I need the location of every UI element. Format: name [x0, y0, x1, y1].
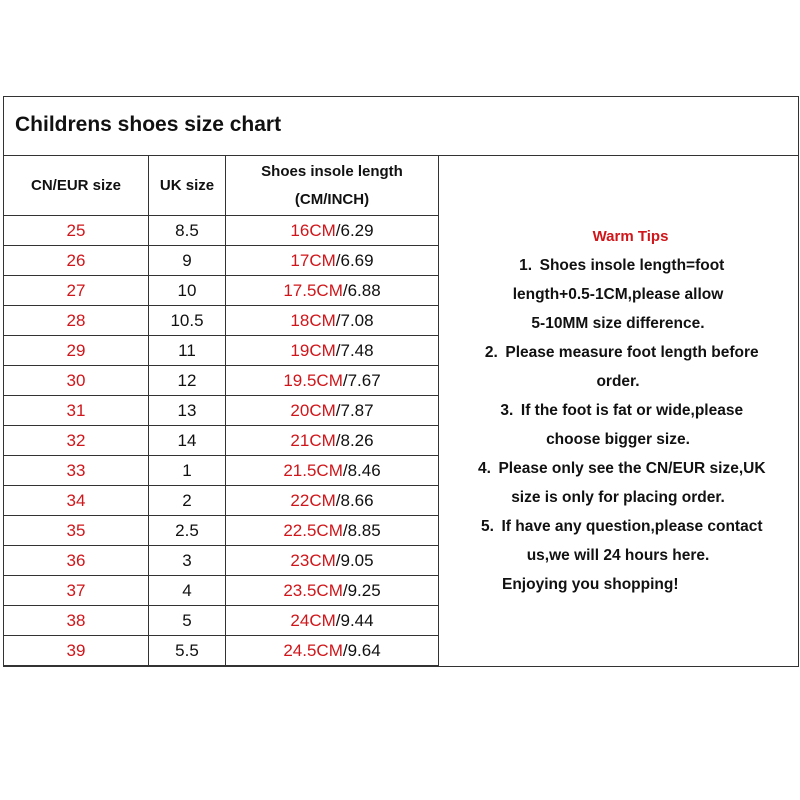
insole-inch: /9.25 — [342, 580, 381, 600]
uk-size-cell: 10.5 — [149, 306, 226, 336]
insole-length-cell — [226, 246, 439, 276]
insole-length-cell — [226, 636, 439, 666]
tip-line — [440, 251, 796, 280]
tip-text: Please only see the CN/EUR size,UK — [498, 460, 766, 477]
insole-cm: 22CM — [290, 490, 336, 510]
cn-eur-size-cell: 29 — [4, 336, 149, 366]
insole-length-cell — [226, 336, 439, 366]
tip-number: 5. — [481, 518, 494, 535]
tip-line — [440, 338, 796, 367]
table-row — [4, 306, 439, 336]
tip-line — [440, 396, 796, 425]
insole-inch: /9.05 — [335, 550, 374, 570]
insole-length-cell — [226, 486, 439, 516]
uk-size-cell: 1 — [149, 456, 226, 486]
tip-line — [440, 483, 796, 512]
insole-cm: 24.5CM — [283, 640, 343, 660]
table-row — [4, 426, 439, 456]
uk-size-cell: 8.5 — [149, 216, 226, 246]
table-row — [4, 516, 439, 546]
table-row — [4, 576, 439, 606]
cn-eur-size-cell: 26 — [4, 246, 149, 276]
uk-size-cell: 11 — [149, 336, 226, 366]
insole-cm: 23CM — [290, 550, 336, 570]
table-row — [4, 366, 439, 396]
table-header-row — [4, 156, 439, 216]
insole-inch: /6.88 — [342, 280, 381, 300]
cn-eur-size-cell: 37 — [4, 576, 149, 606]
uk-size-cell: 5 — [149, 606, 226, 636]
cn-eur-size-cell: 38 — [4, 606, 149, 636]
uk-size-cell: 12 — [149, 366, 226, 396]
insole-cm: 18CM — [290, 310, 336, 330]
tip-line — [440, 454, 796, 483]
header-uk: UK size — [149, 156, 226, 216]
insole-length-cell — [226, 576, 439, 606]
tip-text: choose bigger size. — [546, 431, 690, 448]
cn-eur-size-cell: 25 — [4, 216, 149, 246]
uk-size-cell: 2.5 — [149, 516, 226, 546]
tip-number: 1. — [519, 257, 533, 274]
warm-tips-heading: Warm Tips — [592, 228, 669, 245]
cn-eur-size-cell: 28 — [4, 306, 149, 336]
insole-inch: /9.44 — [335, 610, 374, 630]
insole-inch: /9.64 — [342, 640, 381, 660]
cn-eur-size-cell: 27 — [4, 276, 149, 306]
cn-eur-size-cell: 30 — [4, 366, 149, 396]
insole-inch: /8.66 — [335, 490, 374, 510]
table-row — [4, 276, 439, 306]
table-row — [4, 246, 439, 276]
insole-inch: /8.85 — [342, 520, 381, 540]
tip-line — [440, 367, 796, 396]
uk-size-cell: 13 — [149, 396, 226, 426]
insole-inch: /6.69 — [335, 250, 374, 270]
tip-line — [440, 512, 796, 541]
tip-text: 5-10MM size difference. — [531, 315, 705, 332]
insole-length-cell — [226, 276, 439, 306]
header-insole-line2: (CM/INCH) — [294, 190, 370, 208]
uk-size-cell: 9 — [149, 246, 226, 276]
tip-line — [440, 425, 796, 454]
tip-line — [440, 309, 796, 338]
tip-text: If the foot is fat or wide,please — [520, 402, 744, 419]
uk-size-cell: 3 — [149, 546, 226, 576]
chart-title: Childrens shoes size chart — [15, 113, 282, 136]
uk-size-cell: 14 — [149, 426, 226, 456]
insole-length-cell — [226, 606, 439, 636]
table-row — [4, 456, 439, 486]
uk-size-cell: 2 — [149, 486, 226, 516]
insole-cm: 17.5CM — [283, 280, 343, 300]
table-row — [4, 606, 439, 636]
header-insole — [226, 156, 439, 216]
size-table — [3, 155, 439, 666]
insole-cm: 19.5CM — [283, 370, 343, 390]
insole-inch: /8.46 — [342, 460, 381, 480]
warm-tips-panel — [440, 220, 796, 599]
tip-line — [440, 280, 796, 309]
tip-text: Shoes insole length=foot — [539, 257, 725, 274]
tip-number: 2. — [484, 344, 498, 361]
cn-eur-size-cell: 35 — [4, 516, 149, 546]
tip-text: Please measure foot length before — [505, 344, 759, 361]
header-cn-eur: CN/EUR size — [4, 156, 149, 216]
cn-eur-size-cell: 33 — [4, 456, 149, 486]
insole-cm: 20CM — [290, 400, 336, 420]
header-insole-line1: Shoes insole length — [261, 162, 403, 180]
insole-inch: /8.26 — [335, 430, 374, 450]
insole-cm: 24CM — [290, 610, 336, 630]
insole-cm: 21.5CM — [283, 460, 343, 480]
insole-inch: /7.08 — [335, 310, 374, 330]
insole-length-cell — [226, 396, 439, 426]
tip-text: length+0.5-1CM,please allow — [512, 286, 724, 303]
uk-size-cell: 10 — [149, 276, 226, 306]
table-row — [4, 636, 439, 666]
insole-cm: 16CM — [290, 220, 336, 240]
chart-title-bar — [4, 97, 798, 156]
cn-eur-size-cell: 34 — [4, 486, 149, 516]
insole-cm: 21CM — [290, 430, 336, 450]
insole-length-cell — [226, 546, 439, 576]
table-row — [4, 216, 439, 246]
tip-text: order. — [596, 373, 640, 390]
table-row — [4, 396, 439, 426]
uk-size-cell: 4 — [149, 576, 226, 606]
closing-line: Enjoying you shopping! — [502, 576, 679, 593]
insole-inch: /6.29 — [335, 220, 374, 240]
insole-length-cell — [226, 216, 439, 246]
insole-length-cell — [226, 426, 439, 456]
cn-eur-size-cell: 32 — [4, 426, 149, 456]
insole-inch: /7.67 — [342, 370, 381, 390]
insole-inch: /7.87 — [335, 400, 374, 420]
insole-length-cell — [226, 366, 439, 396]
insole-length-cell — [226, 456, 439, 486]
cn-eur-size-cell: 36 — [4, 546, 149, 576]
uk-size-cell: 5.5 — [149, 636, 226, 666]
insole-cm: 19CM — [290, 340, 336, 360]
tip-number: 4. — [478, 460, 491, 477]
insole-length-cell — [226, 516, 439, 546]
table-row — [4, 336, 439, 366]
insole-cm: 23.5CM — [283, 580, 343, 600]
cn-eur-size-cell: 39 — [4, 636, 149, 666]
tip-text: us,we will 24 hours here. — [526, 547, 710, 564]
cn-eur-size-cell: 31 — [4, 396, 149, 426]
tip-line — [440, 541, 796, 570]
table-row — [4, 546, 439, 576]
tip-number: 3. — [500, 402, 514, 419]
tip-text: If have any question,please contact — [501, 518, 763, 535]
insole-cm: 22.5CM — [283, 520, 343, 540]
insole-cm: 17CM — [290, 250, 336, 270]
table-row — [4, 486, 439, 516]
insole-inch: /7.48 — [335, 340, 374, 360]
tip-text: size is only for placing order. — [511, 489, 725, 506]
insole-length-cell — [226, 306, 439, 336]
